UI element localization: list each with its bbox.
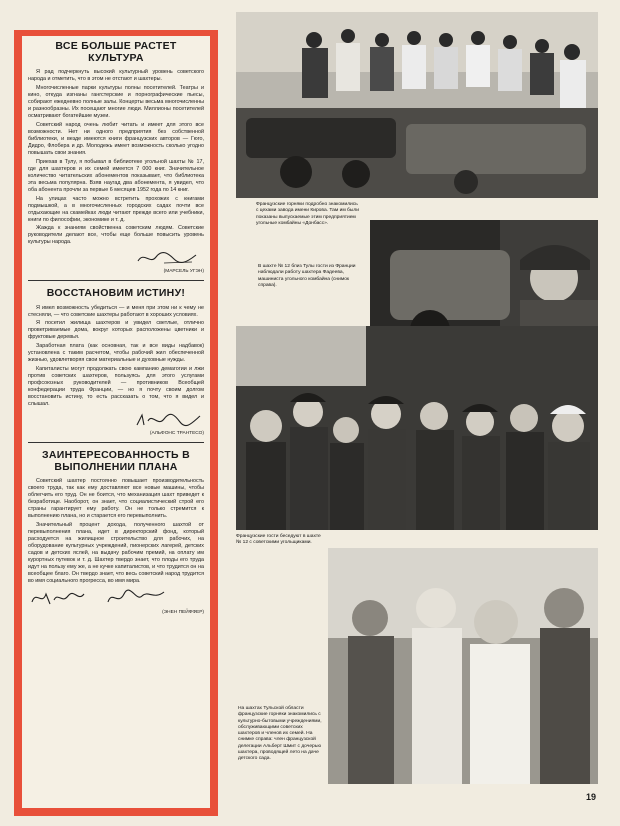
section1-paragraph: Приехав в Тулу, я побывал в библиотеке угольной шахты № 17, где для шахтеров и их семей имеется 7 000 книг. Значительное количество читательских абонементов показывает, что библиотека эта весьма популярна. Взяв наугад два абонемента, я увидел, что оба абонента прочли за первые 6 месяцев 1952 года по 14 книг. [28,158,204,193]
section3-paragraph: Значительный процент дохода, полученного шахтой от перевыполнения плана, идет в директорский фонд, который расходуется на жилищное строительство для рабочих, на оборудование культурных учреждений, пионерских лагерей, детских садов и детских яслей, на выдачу рабочим премий, на оплату им курортных путевок и т. д. Шахтер твердо знает, что плоды его труда идут на пользу ему же, а не кучке капиталистов, и что трудится он на всеобщее благо. Он твердо знает, что весь советский народ трудится во имя социального прогресса, во имя мира. [28,522,204,585]
section3-signature-row [28,588,204,608]
section1-paragraph: Я рад подчеркнуть высокий культурный уровень советского народа и отметить, что в этом не отстают и шахтеры. [28,69,204,83]
section2-paragraph: Я имел возможность убедиться — и меня при этом ни к чему не стесняли, — что советские шахтеры работают в хороших условиях. [28,304,204,318]
section1-title: ВСЕ БОЛЬШЕ РАСТЕТ КУЛЬТУРА [55,40,177,65]
signature-peiffer [28,588,178,608]
photo-delegate-child [328,548,598,784]
section1-paragraph: Советский народ очень любит читать и имеет для этого все возможности. Нет ни одного предприятия без собственной библиотеки, и везде имеются книги французских авторов — Гюго, Дидро, Флобера и др. Молодежь имеет возможность сколько угодно повышать свои знания. [28,121,204,156]
section2-signature-row [28,411,204,429]
article-column-inner [22,36,210,808]
section2-title: ВОССТАНОВИМ ИСТИНУ! [46,287,186,300]
caption-factory-tour: Французские горняки подробно знакомились с цехами завода имени Кирова. Там им были показаны выпускаемые этим предприятием угольные комбайны «Донбасс». [256,202,359,226]
section2-paragraph: Заработная плата (как основная, так и все виды надбавок) установлена с таким расчетом, чтобы рабочий жил обеспеченной жизнью, удовлетворяя свои материальные и духовные нужды. [28,343,204,364]
section3-title: ЗАИНТЕРЕСОВАННОСТЬ В ВЫПОЛНЕНИИ ПЛАНА [42,449,190,474]
section1-author: (МАРСЕЛЬ УГЭН) [163,269,204,275]
guests-miners-image [236,326,598,530]
factory-tour-image [236,12,598,198]
caption-delegate-child: На шахтах Тульской области французские горняки знакомились с культурно-бытовыми учреждениями, обслуживающими советских шахтеров и членов их семей. На снимке справа: член французской делегации Альберт Шмит с дочерью шахтера, проводящей лето на даче детского сада. [238,706,322,762]
delegate-child-image [328,548,598,784]
section3-author: (ЭНЕН ПЕЙФФЕР) [162,610,204,616]
section1-paragraph: На улицах часто можно встретить прохожих с книгами подмышкой, а в многочисленных городских садах почти все отдыхающие на скамейках люди читают прежде всего или учебники, книги по философии, экономике и т. д. [28,195,204,223]
page-number: 19 [585,792,596,802]
caption-miner-combine: В шахте № 12 близ Тулы гости из Франции наблюдали работу шахтера Фадеева, машиниста угольного комбайна (снимок справа). [258,264,356,288]
photo-guests-miners [236,326,598,530]
signature-ugen [134,249,204,267]
section1-paragraph: Жажда к знаниям свойственна советским людям. Советские руководители делают все, чтобы еще больше повысить уровень культуры народа. [28,225,204,246]
section-divider [28,280,204,281]
signature-trantesso [134,411,204,429]
section1-paragraph: Многочисленные парки культуры полны посетителей. Театры и кино, откуда изгнаны гангстерские и порнографические пьесы, собирают ежедневно полные залы. Концерты весьма многочисленны и разнообразны. Их посещают многие люди. Миллионы посетителей осматривают богатейшие музеи. [28,84,204,120]
section3-paragraph: Советский шахтер постоянно повышает производительность своего труда, так как ему доставляют все новые машины, чтобы облегчить его труд. Он не боится, что механизация шахт приведет к безработице. Наоборот, он знает, что социалистический строй его страны гарантирует ему работу. Он не только стремится к выполнению плана, но и старается его перевыполнить. [28,478,204,520]
section2-paragraph: Я посетил жилища шахтеров и увидел светлые, отлично проветриваемые дома, вокруг которых расположены цветники и фруктовые деревья. [28,320,204,341]
section2-author: (АЛЬФОНС ТРАНТЕСО) [149,431,204,437]
caption-guests-miners: Французские гости беседуют в шахте № 12 с советскими угольщиками. [236,534,321,546]
section-divider [28,442,204,443]
article-column [14,30,218,816]
section1-signature-row [28,249,204,267]
section2-paragraph: Капиталисты могут продолжать свою кампанию демагогии и лжи против советских шахтеров, пользуясь для этого услугами профсоюзных руководителей — противников Всеобщей конфедерации труда Франции, — но я почту своим долгом восстановить истину, то есть рассказать о том, что я видел и слышал. [28,366,204,408]
photo-factory-tour [236,12,598,198]
